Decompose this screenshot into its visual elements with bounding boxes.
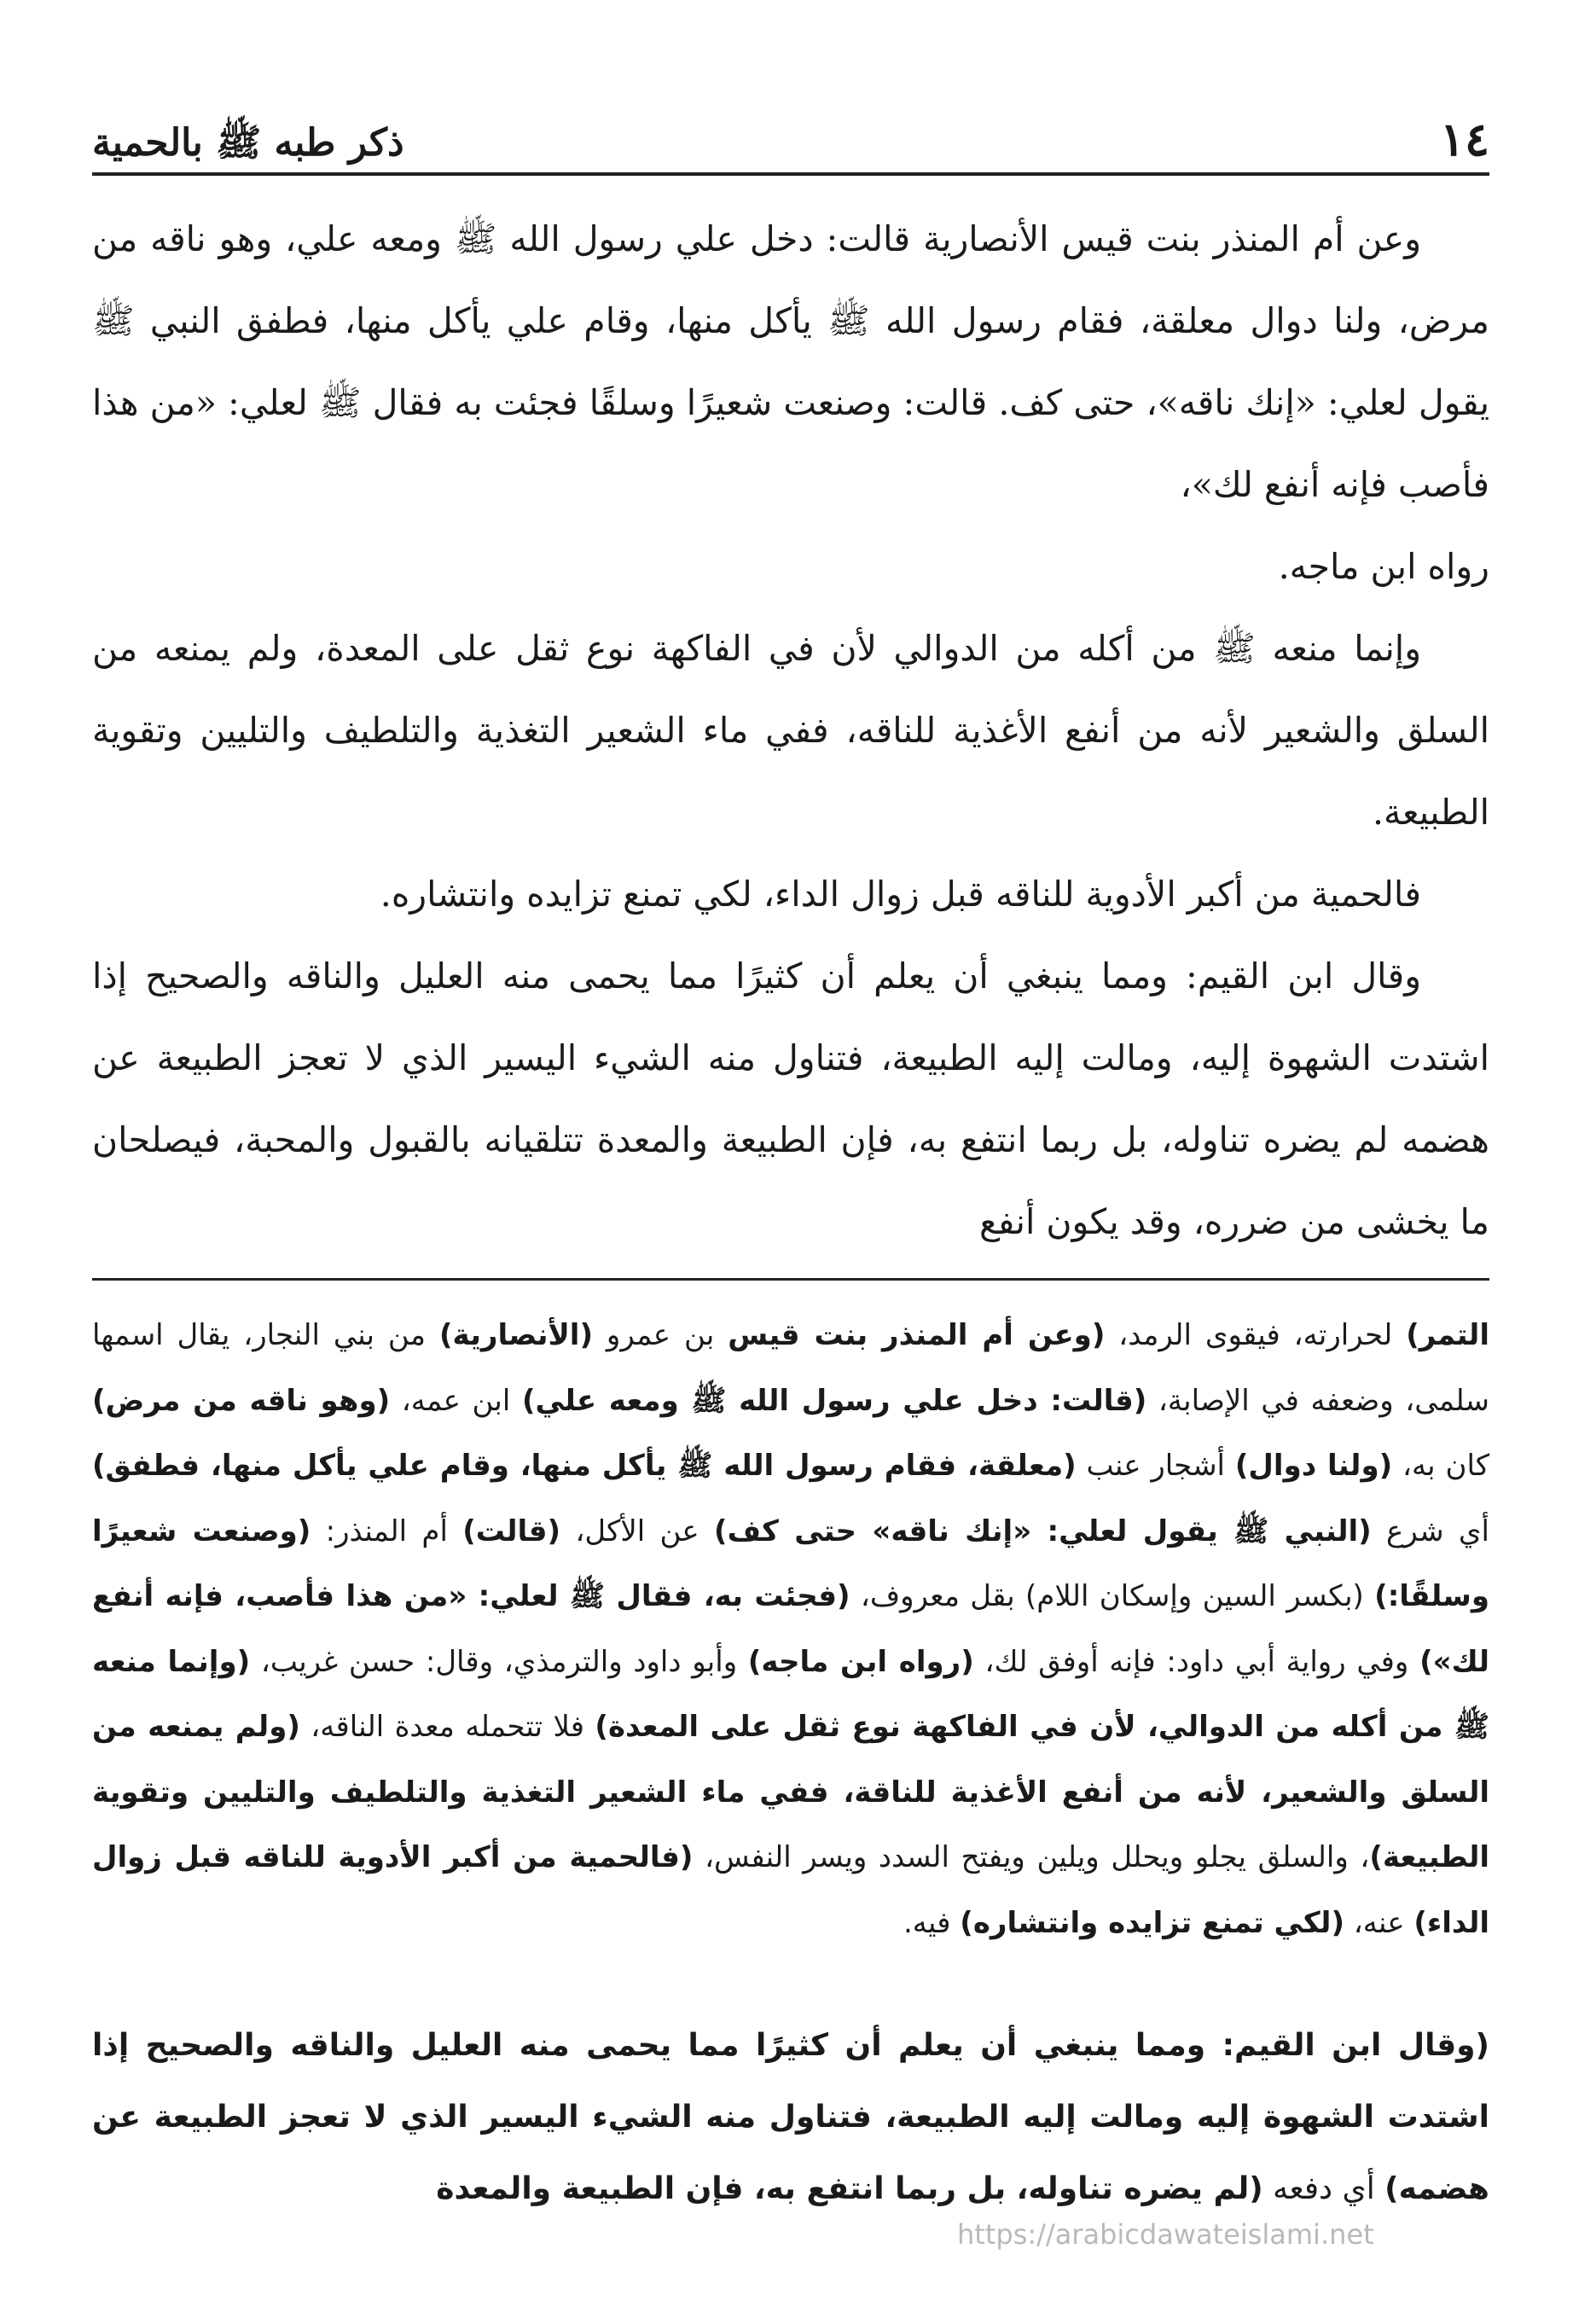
- commentary-text: عن الأكل،: [560, 1514, 715, 1548]
- commentary-bold: (وقال ابن القيم: ومما ينبغي أن يعلم أن كثيرًا مما يحمى منه العليل والناقه والصحيح إذا اشتدت الشهوة إليه ومالت إليه الطبيعة، فتناول منه الشيء اليسير الذي لا تعجز الطبيعة عن هضمه): [92, 2028, 1489, 2206]
- commentary-bold: (قالت): [462, 1514, 561, 1548]
- book-page: [92, 85, 1489, 2225]
- commentary-text: أي شرع: [1371, 1514, 1489, 1548]
- commentary-bold: (النبي ﷺ يقول لعلي: «إنك ناقه» حتى كف): [714, 1514, 1372, 1548]
- main-paragraph-1: وعن أم المنذر بنت قيس الأنصارية قالت: دخل علي رسول الله ﷺ ومعه علي، وهو ناقه من مرض، ولنا دوال معلقة، فقام رسول الله ﷺ يأكل منها، وقام علي يأكل منها، فطفق النبي ﷺ يقول لعلي: «إنك ناقه»، حتى كف. قالت: وصنعت شعيرًا وسلقًا فجئت به فقال ﷺ لعلي: «من هذا فأصب فإنه أنفع لك»،: [92, 218, 1489, 505]
- commentary-bold: (وعن أم المنذر بنت قيس: [728, 1318, 1106, 1352]
- commentary-bold: (رواه ابن ماجه): [747, 1644, 974, 1679]
- commentary-spacer: [92, 1955, 1489, 2010]
- commentary-text: وأبو داود والترمذي، وقال: حسن غريب،: [250, 1644, 748, 1679]
- commentary-text: فيه.: [903, 1905, 961, 1940]
- main-text: [92, 198, 1489, 1263]
- commentary-text: ابن عمه،: [390, 1383, 522, 1418]
- commentary-text: ، والسلق يجلو ويحلل ويلين ويفتح السدد ويسر النفس،: [693, 1840, 1370, 1874]
- main-paragraph-3: فالحمية من أكبر الأدوية للناقه قبل زوال الداء، لكي تمنع تزايده وانتشاره.: [380, 874, 1421, 915]
- commentary-bold: التمر): [1406, 1318, 1489, 1352]
- commentary-bold: (معلقة، فقام رسول الله ﷺ يأكل منها، وقام علي يأكل منها، فطفق): [92, 1449, 1077, 1483]
- commentary-text: وفي رواية أبي داود: فإنه أوفق لك،: [973, 1644, 1420, 1679]
- watermark-url: https://arabicdawateislami.net: [957, 2218, 1374, 2251]
- commentary-text: كان به،: [1392, 1449, 1490, 1483]
- main-paragraph-4: وقال ابن القيم: ومما ينبغي أن يعلم أن كثيرًا مما يحمى منه العليل والناقه والصحيح إذا اشتدت الشهوة إليه، ومالت إليه الطبيعة، فتناول منه الشيء اليسير الذي لا تعجز الطبيعة عن هضمه لم يضره تناوله، بل ربما انتفع به، فإن الطبيعة والمعدة تتلقيانه بالقبول والمحبة، فيصلحان ما يخشى من ضرره، وقد يكون أنفع: [92, 956, 1489, 1242]
- running-head: [92, 85, 1489, 176]
- commentary-bold: (ولم يمنعه من السلق والشعير، لأنه من أنفع الأغذية للناقة، ففي ماء الشعير التغذية والتلطيف والتليين وتقوية الطبيعة): [92, 1710, 1489, 1874]
- commentary: [92, 1303, 1489, 2225]
- footnote-divider: [92, 1278, 1489, 1281]
- page-number: ١٤: [1439, 112, 1489, 166]
- commentary-bold: (ولنا دوال): [1234, 1449, 1393, 1483]
- commentary-bold: (قالت: دخل علي رسول الله ﷺ ومعه علي): [522, 1383, 1147, 1418]
- chapter-title: ذكر طبه ﷺ بالحمية: [92, 121, 404, 165]
- commentary-block-2: [92, 2010, 1489, 2225]
- commentary-text: من بني النجار، يقال اسمها سلمى، وضعفه في الإصابة،: [92, 1318, 1490, 1418]
- commentary-text: أي دفعه: [1262, 2171, 1385, 2206]
- commentary-bold: (لم يضره تناوله، بل ربما انتفع به، فإن الطبيعة والمعدة: [436, 2171, 1263, 2206]
- commentary-text: أشجار عنب: [1076, 1449, 1235, 1483]
- commentary-bold: (وهو ناقه من مرض): [92, 1383, 391, 1418]
- commentary-text: أم المنذر:: [311, 1514, 463, 1548]
- commentary-bold: (وصنعت شعيرًا وسلقًا:): [92, 1514, 1489, 1613]
- commentary-text: عنه،: [1344, 1905, 1414, 1940]
- commentary-bold: (فالحمية من أكبر الأدوية للناقه قبل زوال الداء): [92, 1840, 1489, 1940]
- commentary-text: بن عمرو: [593, 1318, 728, 1352]
- commentary-bold: (لكي تمنع تزايده وانتشاره): [960, 1905, 1344, 1940]
- commentary-block-1: [92, 1303, 1489, 1955]
- commentary-bold: (فجئت به، فقال ﷺ لعلي: «من هذا فأصب، فإنه أنفع لك»): [92, 1579, 1489, 1679]
- main-paragraph-2: وإنما منعه ﷺ من أكله من الدوالي لأن في الفاكهة نوع ثقل على المعدة، ولم يمنعه من السلق والشعير لأنه من أنفع الأغذية للناقه، ففي ماء الشعير التغذية والتلطيف والتليين وتقوية الطبيعة.: [92, 628, 1489, 833]
- commentary-text: لحرارته، فيقوى الرمد،: [1105, 1318, 1407, 1352]
- commentary-bold: (وإنما منعه ﷺ من أكله من الدوالي، لأن في الفاكهة نوع ثقل على المعدة): [92, 1644, 1489, 1744]
- commentary-text: (بكسر السين وإسكان اللام) بقل معروف،: [850, 1579, 1375, 1613]
- commentary-text: فلا تتحمله معدة الناقه،: [299, 1710, 595, 1744]
- commentary-bold: (الأنصارية): [438, 1318, 593, 1352]
- main-paragraph-1-tail: رواه ابن ماجه.: [1278, 546, 1489, 587]
